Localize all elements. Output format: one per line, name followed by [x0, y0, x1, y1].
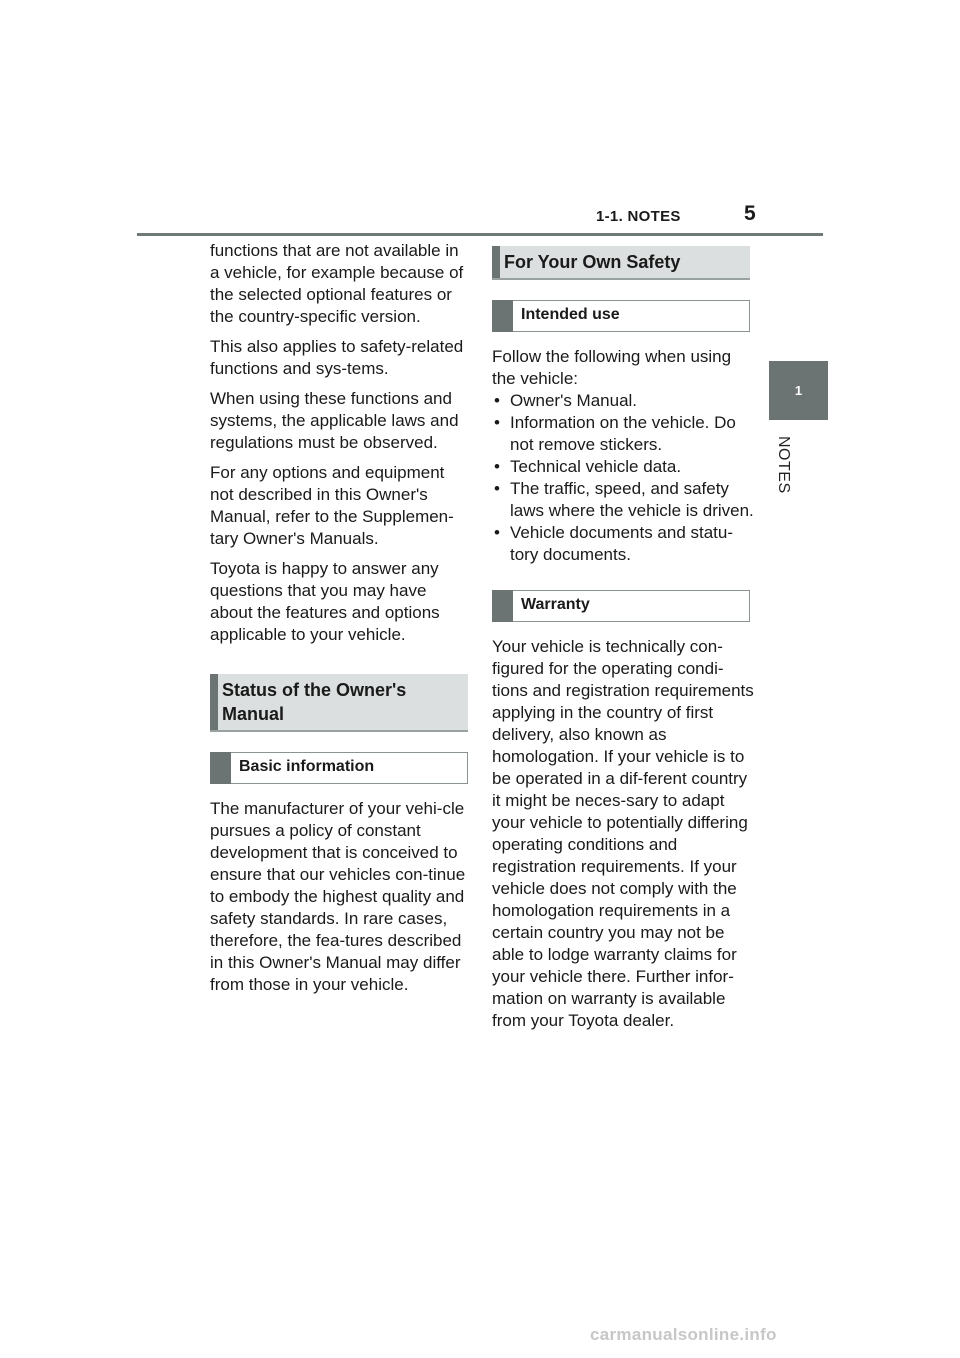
chapter-tab: [769, 361, 828, 420]
paragraph: This also applies to safety-related functions and sys-tems.: [210, 337, 464, 378]
chapter-label: NOTES: [775, 436, 792, 494]
list-item: • Owner's Manual.: [492, 390, 754, 412]
section-heading-safety: For Your Own Safety: [492, 246, 750, 280]
right-column: [492, 240, 754, 1040]
subheading-warranty: Warranty: [492, 590, 750, 622]
left-column: [210, 240, 472, 1004]
intended-use-list: [492, 390, 754, 566]
list-item: • The traffic, speed, and safety laws where the vehicle is driven.: [492, 478, 754, 522]
header-divider: [137, 233, 823, 236]
page-number: 5: [744, 202, 756, 225]
list-item: • Technical vehicle data.: [492, 456, 754, 478]
list-item: • Vehicle documents and statu-tory documents.: [492, 522, 754, 566]
paragraph: Your vehicle is technically con-figured for the operating condi-tions and registration requirements applying in the country of first delivery, also known as homologation. If your vehicle is to be operated in a dif-ferent country it might be neces-sary to adapt your vehicle to potentially differing operating conditions and registration requirements. If your vehicle does not comply with the homologation requirements in a certain country you may not be able to lodge warranty claims for your vehicle there. Further infor-mation on warranty is available from your Toyota dealer.: [492, 637, 754, 1030]
paragraph: Toyota is happy to answer any questions that you may have about the features and options applicable to your vehicle.: [210, 559, 440, 644]
subheading-basic-information: Basic information: [210, 752, 468, 784]
section-heading-status: Status of the Owner's Manual: [210, 674, 468, 732]
section-title: 1-1. NOTES: [596, 208, 681, 225]
paragraph: functions that are not available in a vehicle, for example because of the selected optional features or the country-specific version.: [210, 241, 464, 326]
paragraph: For any options and equipment not described in this Owner's Manual, refer to the Supplemen-tary Owner's Manuals.: [210, 463, 454, 548]
chapter-number: 1: [794, 383, 803, 398]
subheading-intended-use: Intended use: [492, 300, 750, 332]
watermark: carmanualsonline.info: [590, 1325, 777, 1344]
list-item: • Information on the vehicle. Do not remove stickers.: [492, 412, 754, 456]
paragraph: Follow the following when using the vehicle:: [492, 347, 732, 388]
paragraph: When using these functions and systems, the applicable laws and regulations must be observed.: [210, 389, 459, 452]
paragraph: The manufacturer of your vehi-cle pursues a policy of constant development that is conceived to ensure that our vehicles con-tinue to embody the highest quality and safety standards. In rare cases, therefore, the fea-tures described in this Owner's Manual may differ from those in your vehicle.: [210, 799, 466, 994]
